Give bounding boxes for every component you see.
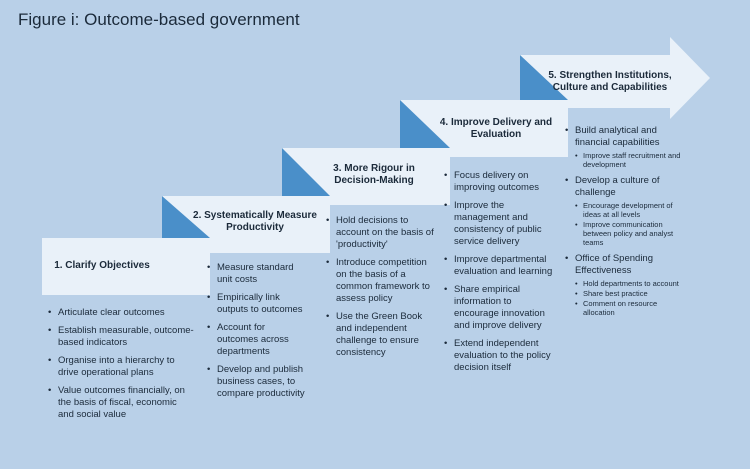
bullet-item: • Empirically link outputs to outcomes bbox=[207, 292, 307, 316]
bullet-item: • Use the Green Book and independent challenge to ensure consistency bbox=[326, 311, 438, 359]
bullet-item: • Develop and publish business cases, to compare productivity bbox=[207, 364, 307, 400]
bullet-item: • Establish measurable, outcome-based indicators bbox=[48, 325, 194, 349]
sub-bullet-item: • Improve communication between policy and analyst teams bbox=[575, 220, 683, 247]
step-5-bullets bbox=[565, 125, 683, 323]
bullet-item: • Articulate clear outcomes bbox=[48, 307, 194, 319]
bullet-item bbox=[565, 253, 683, 317]
bullet-item: • Extend independent evaluation to the policy decision itself bbox=[444, 338, 558, 374]
bullet-item: • Hold decisions to account on the basis of 'productivity' bbox=[326, 215, 438, 251]
sub-bullets bbox=[575, 279, 683, 317]
bullet-item: • Share empirical information to encourage innovation and improve delivery bbox=[444, 284, 558, 332]
bullet-item bbox=[565, 175, 683, 247]
sub-bullet-item: • Improve staff recruitment and development bbox=[575, 151, 683, 169]
step-5-label: 5. Strengthen Institutions, Culture and Capabilities bbox=[548, 70, 672, 93]
sub-bullets bbox=[575, 151, 683, 169]
sub-bullet-item: • Encourage development of ideas at all levels bbox=[575, 201, 683, 219]
step-4-bullets bbox=[444, 170, 558, 380]
step-1-label: 1. Clarify Objectives bbox=[54, 260, 150, 271]
bullet-text: Build analytical and financial capabilities bbox=[575, 125, 660, 148]
bullet-text: Develop a culture of challenge bbox=[575, 175, 660, 198]
bullet-item: • Account for outcomes across departments bbox=[207, 322, 307, 358]
step-2-bullets bbox=[207, 262, 307, 406]
step-4-label: 4. Improve Delivery and Evaluation bbox=[439, 117, 553, 140]
bullet-item: • Organise into a hierarchy to drive operational plans bbox=[48, 355, 194, 379]
bullet-item: • Focus delivery on improving outcomes bbox=[444, 170, 558, 194]
bullet-item: • Improve the management and consistency of public service delivery bbox=[444, 200, 558, 248]
bullet-item: • Improve departmental evaluation and learning bbox=[444, 254, 558, 278]
step-3-bullets bbox=[326, 215, 438, 365]
sub-bullets bbox=[575, 201, 683, 247]
sub-bullet-item: • Hold departments to account bbox=[575, 279, 683, 288]
figure-title: Figure i: Outcome-based government bbox=[18, 10, 300, 29]
step-2-label: 2. Systematically Measure Productivity bbox=[193, 210, 317, 233]
bullet-item: • Introduce competition on the basis of a common framework to assess policy bbox=[326, 257, 438, 305]
step-3-label: 3. More Rigour in Decision-Making bbox=[333, 163, 415, 186]
bullet-item: • Value outcomes financially, on the basis of fiscal, economic and social value bbox=[48, 385, 194, 421]
sub-bullet-item: • Share best practice bbox=[575, 289, 683, 298]
bullet-item: • Measure standard unit costs bbox=[207, 262, 307, 286]
bullet-item bbox=[565, 125, 683, 169]
bullet-text: Office of Spending Effectiveness bbox=[575, 253, 653, 276]
sub-bullet-item: • Comment on resource allocation bbox=[575, 299, 683, 317]
step-1-bullets bbox=[48, 307, 194, 427]
